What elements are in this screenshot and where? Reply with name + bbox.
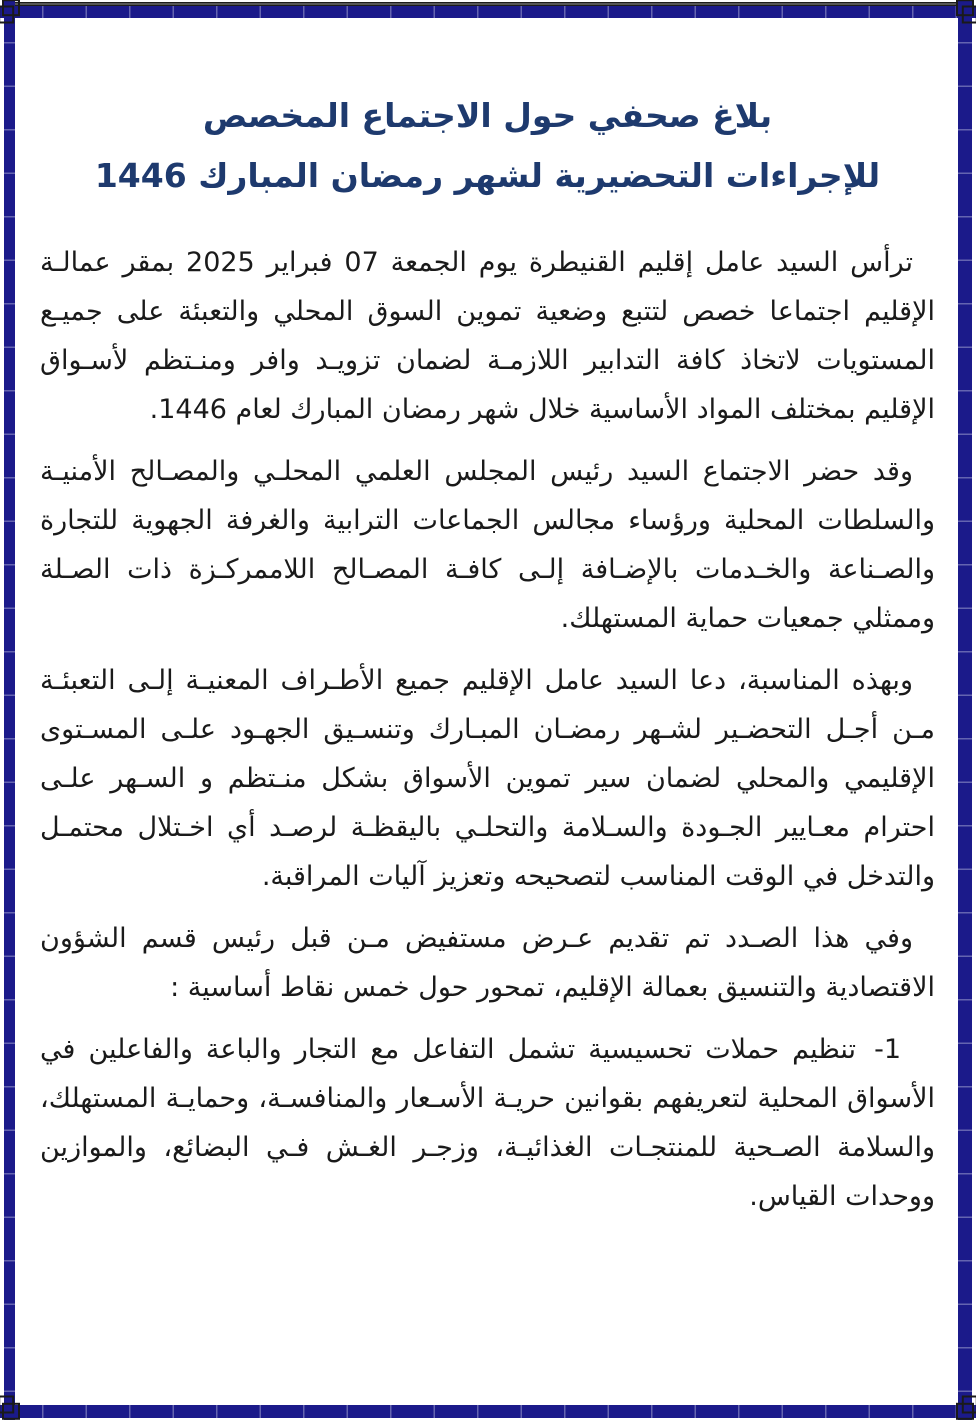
interlocked-squares-icon — [0, 0, 25, 26]
interlocked-squares-icon — [0, 1393, 25, 1420]
document-title — [40, 86, 935, 206]
border-band-bottom — [0, 1405, 976, 1418]
corner-ornament-top-left — [0, 0, 25, 26]
document-title-line-2: للإجراءات التحضيرية لشهر رمضان المبارك 1446 — [94, 156, 881, 195]
corner-ornament-top-right — [951, 0, 976, 26]
document-content — [40, 86, 935, 1221]
interlocked-squares-icon — [951, 1393, 976, 1420]
body-paragraph-4: وفي هذا الصـدد تم تقديم عـرض مستفيض مـن قبل رئيس قسم الشؤون الاقتصادية والتنسيق بعمالة الإقليم، تمحور حول خمس نقاط أساسية : — [40, 923, 935, 1003]
document-title-line-1: بلاغ صحفي حول الاجتماع المخصص — [202, 96, 773, 135]
interlocked-squares-icon — [951, 0, 976, 26]
item-text: تنظيم حملات تحسيسية تشمل التفاعل مع التجار والباعة والفاعلين في الأسواق المحلية لتعريفهم بقوانين حريـة الأسـعار والمنافسـة، وحمايـة المستهلك، والسلامة الصـحية للمنتجـات الغذائيـة، وزجـر الغـش فـي البضائع، والموازين ووحدات القياس. — [40, 1034, 935, 1212]
border-band-left — [4, 0, 15, 1420]
body-paragraph-3: وبهذه المناسبة، دعا السيد عامل الإقليم جميع الأطـراف المعنيـة إلـى التعبئـة مـن أجـل التحضـير لشـهر رمضـان المبـارك وتنسـيق الجهـود علـى المسـتوى الإقليمي والمحلي لضمان سير تموين الأسواق بشكل منـتظم و السـهر علـى احترام معـايير الجـودة والسـلامة والتحلـي باليقظـة لرصـد أي اخـتلال محتمـل والتدخل في الوقت المناسب لتصحيحه وتعزيز آليات المراقبة. — [40, 665, 935, 892]
corner-ornament-bottom-right — [951, 1393, 976, 1420]
body-paragraph-1: ترأس السيد عامل إقليم القنيطرة يوم الجمعة 07 فبراير 2025 بمقر عمالـة الإقليم اجتماعا خصص لتتبع وضعية تموين السوق المحلي والتعبئة على جميـع المستويات لاتخاذ كافة التدابير اللازمـة لضمان تزويـد وافر ومنـتظم لأسـواق الإقليم بمختلف المواد الأساسية خلال شهر رمضان المبارك لعام 1446. — [40, 247, 935, 425]
body-paragraph-2: وقد حضر الاجتماع السيد رئيس المجلس العلمي المحلـي والمصـالح الأمنيـة والسلطات المحلية ورؤساء مجالس الجماعات الترابية والغرفة الجهوية للتجارة والصـناعة والخـدمات بالإضـافة إلـى كافـة المصـالح اللاممركـزة ذات الصـلة وممثلي جمعيات حماية المستهلك. — [40, 456, 935, 634]
border-band-top — [0, 6, 976, 18]
numbered-item-1 — [40, 1025, 935, 1221]
item-number: 1- — [874, 1034, 901, 1065]
corner-ornament-bottom-left — [0, 1393, 25, 1420]
border-band-right — [958, 0, 972, 1420]
